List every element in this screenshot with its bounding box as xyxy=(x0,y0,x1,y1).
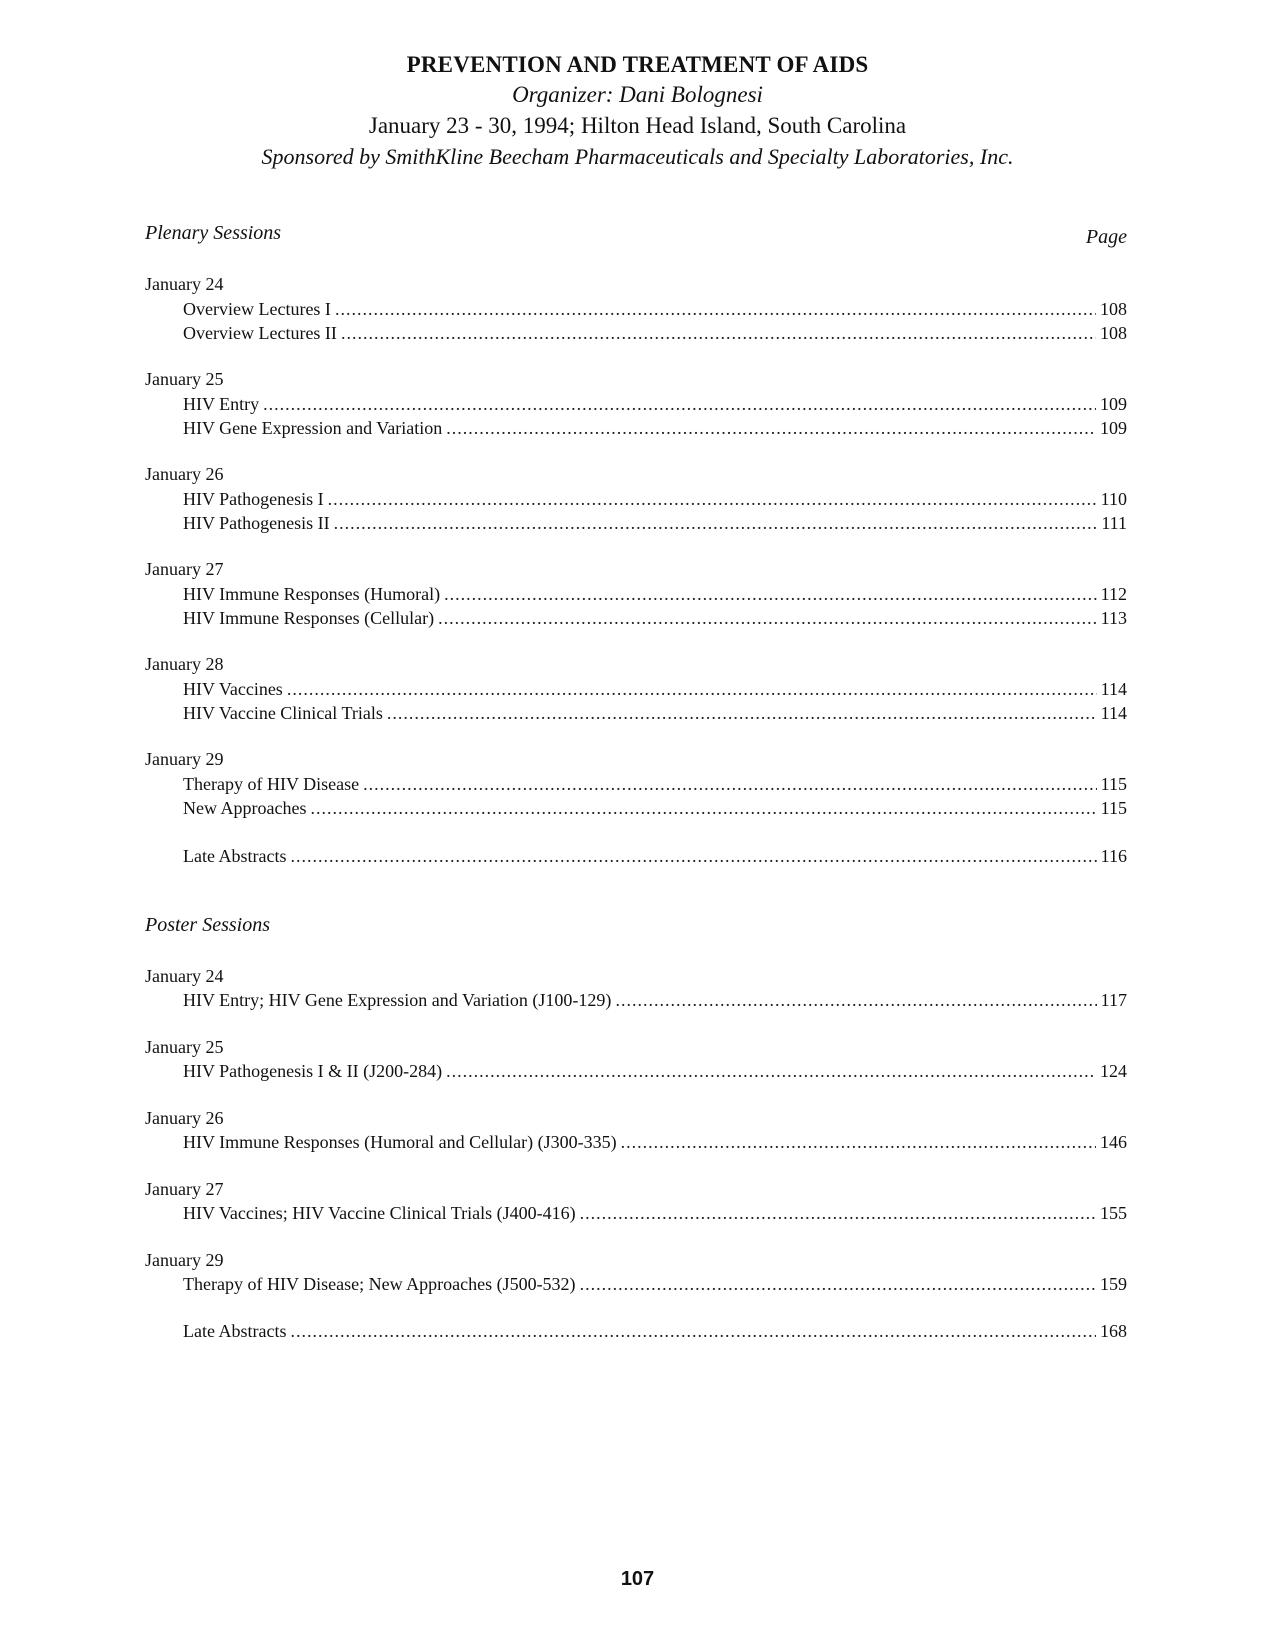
plenary-date-label: January 28 xyxy=(145,654,224,674)
dot-leader xyxy=(341,322,1096,344)
plenary-sessions-heading xyxy=(145,222,1127,248)
document-title: PREVENTION AND TREATMENT OF AIDS xyxy=(406,52,869,77)
toc-entry[interactable] xyxy=(183,797,1127,819)
toc-entry-page: 112 xyxy=(1100,584,1127,604)
dot-leader xyxy=(328,488,1097,510)
poster-date-label: January 24 xyxy=(145,966,224,986)
toc-entry[interactable] xyxy=(183,1273,1127,1295)
plenary-date-label: January 27 xyxy=(145,559,224,579)
dot-leader xyxy=(438,607,1097,629)
toc-entry-label: HIV Vaccine Clinical Trials xyxy=(183,703,383,723)
dot-leader xyxy=(310,797,1096,819)
toc-entry-label: Late Abstracts xyxy=(183,846,287,866)
toc-entry-label: Therapy of HIV Disease xyxy=(183,774,360,794)
toc-entry[interactable] xyxy=(183,393,1127,415)
dot-leader xyxy=(287,678,1097,700)
page-number: 107 xyxy=(620,1568,655,1590)
dot-leader xyxy=(263,393,1096,415)
poster-date-label: January 25 xyxy=(145,1037,224,1057)
toc-entry-page: 146 xyxy=(1100,1132,1127,1152)
toc-entry-label: HIV Vaccines xyxy=(183,679,283,699)
toc-entry-label: Overview Lectures II xyxy=(183,323,337,343)
toc-entry-label: Late Abstracts xyxy=(183,1321,287,1341)
dot-leader xyxy=(290,1320,1096,1342)
toc-entry-page: 114 xyxy=(1100,703,1127,723)
toc-entry-late-abstracts[interactable] xyxy=(183,1320,1127,1342)
toc-entry[interactable] xyxy=(183,488,1127,510)
page-column-heading: Page xyxy=(1085,226,1127,248)
toc-entry-label: HIV Entry xyxy=(183,394,260,414)
toc-entry-page: 168 xyxy=(1100,1321,1127,1341)
sponsor-line: Sponsored by SmithKline Beecham Pharmaceuticals and Specialty Laboratories, Inc. xyxy=(261,144,1014,169)
toc-entry[interactable] xyxy=(183,678,1127,700)
plenary-heading-text: Plenary Sessions xyxy=(145,222,282,244)
toc-entry-page: 155 xyxy=(1100,1203,1127,1223)
toc-entry[interactable] xyxy=(183,1060,1127,1082)
toc-entry-page: 108 xyxy=(1100,323,1127,343)
toc-entry[interactable] xyxy=(183,773,1127,795)
toc-entry-label: Overview Lectures I xyxy=(183,299,331,319)
poster-heading-text: Poster Sessions xyxy=(145,914,270,936)
toc-entry-page: 113 xyxy=(1100,608,1127,628)
document-header xyxy=(0,50,1275,172)
dot-leader xyxy=(446,417,1096,439)
toc-entry-page: 110 xyxy=(1100,489,1127,509)
toc-entry[interactable] xyxy=(183,583,1127,605)
plenary-date-label: January 29 xyxy=(145,749,224,769)
toc-entry-page: 109 xyxy=(1100,394,1127,414)
dot-leader xyxy=(444,583,1097,605)
toc-entry[interactable] xyxy=(183,322,1127,344)
toc-entry[interactable] xyxy=(183,298,1127,320)
toc-entry-label: HIV Pathogenesis I & II (J200-284) xyxy=(183,1061,443,1081)
toc-entry-label: HIV Immune Responses (Humoral) xyxy=(183,584,441,604)
toc-entry-label: HIV Pathogenesis I xyxy=(183,489,324,509)
toc-entry[interactable] xyxy=(183,1202,1127,1224)
poster-date-label: January 27 xyxy=(145,1179,224,1199)
toc-entry[interactable] xyxy=(183,607,1127,629)
toc-entry-label: HIV Pathogenesis II xyxy=(183,513,330,533)
plenary-date-label: January 24 xyxy=(145,274,224,294)
dot-leader xyxy=(621,1131,1096,1153)
toc-entry-page: 117 xyxy=(1100,990,1127,1010)
dot-leader xyxy=(446,1060,1096,1082)
dot-leader xyxy=(387,702,1097,724)
poster-date-label: January 26 xyxy=(145,1108,224,1128)
toc-entry-page: 115 xyxy=(1100,798,1127,818)
toc-entry-page: 108 xyxy=(1100,299,1127,319)
toc-entry-label: HIV Entry; HIV Gene Expression and Variation (J100-129) xyxy=(183,990,612,1010)
toc-entry[interactable] xyxy=(183,417,1127,439)
toc-entry[interactable] xyxy=(183,1131,1127,1153)
dot-leader xyxy=(580,1273,1096,1295)
poster-sessions-heading xyxy=(145,914,1127,937)
dot-leader xyxy=(335,298,1096,320)
toc-entry-label: HIV Gene Expression and Variation xyxy=(183,418,443,438)
toc-entry-page: 111 xyxy=(1101,513,1127,533)
toc-entry-label: HIV Immune Responses (Cellular) xyxy=(183,608,435,628)
dot-leader xyxy=(290,845,1096,867)
toc-entry-page: 114 xyxy=(1100,679,1127,699)
toc-entry-page: 115 xyxy=(1100,774,1127,794)
dot-leader xyxy=(334,512,1098,534)
toc-entry-page: 109 xyxy=(1100,418,1127,438)
dot-leader xyxy=(580,1202,1096,1224)
plenary-date-label: January 26 xyxy=(145,464,224,484)
toc-entry-label: Therapy of HIV Disease; New Approaches (J500-532) xyxy=(183,1274,576,1294)
organizer-line: Organizer: Dani Bolognesi xyxy=(512,82,763,107)
toc-entry-page: 116 xyxy=(1100,846,1127,866)
toc-entry-late-abstracts[interactable] xyxy=(183,845,1127,867)
dot-leader xyxy=(363,773,1097,795)
toc-entry-page: 124 xyxy=(1100,1061,1127,1081)
toc-entry-label: New Approaches xyxy=(183,798,307,818)
plenary-date-label: January 25 xyxy=(145,369,224,389)
toc-entry-page: 159 xyxy=(1100,1274,1127,1294)
toc-entry[interactable] xyxy=(183,702,1127,724)
toc-entry-label: HIV Immune Responses (Humoral and Cellular) (J300-335) xyxy=(183,1132,617,1152)
dot-leader xyxy=(615,989,1096,1011)
dates-location-line: January 23 - 30, 1994; Hilton Head Island, South Carolina xyxy=(368,113,907,138)
toc-entry-label: HIV Vaccines; HIV Vaccine Clinical Trials (J400-416) xyxy=(183,1203,576,1223)
toc-entry[interactable] xyxy=(183,512,1127,534)
poster-date-label: January 29 xyxy=(145,1250,224,1270)
toc-entry[interactable] xyxy=(183,989,1127,1011)
